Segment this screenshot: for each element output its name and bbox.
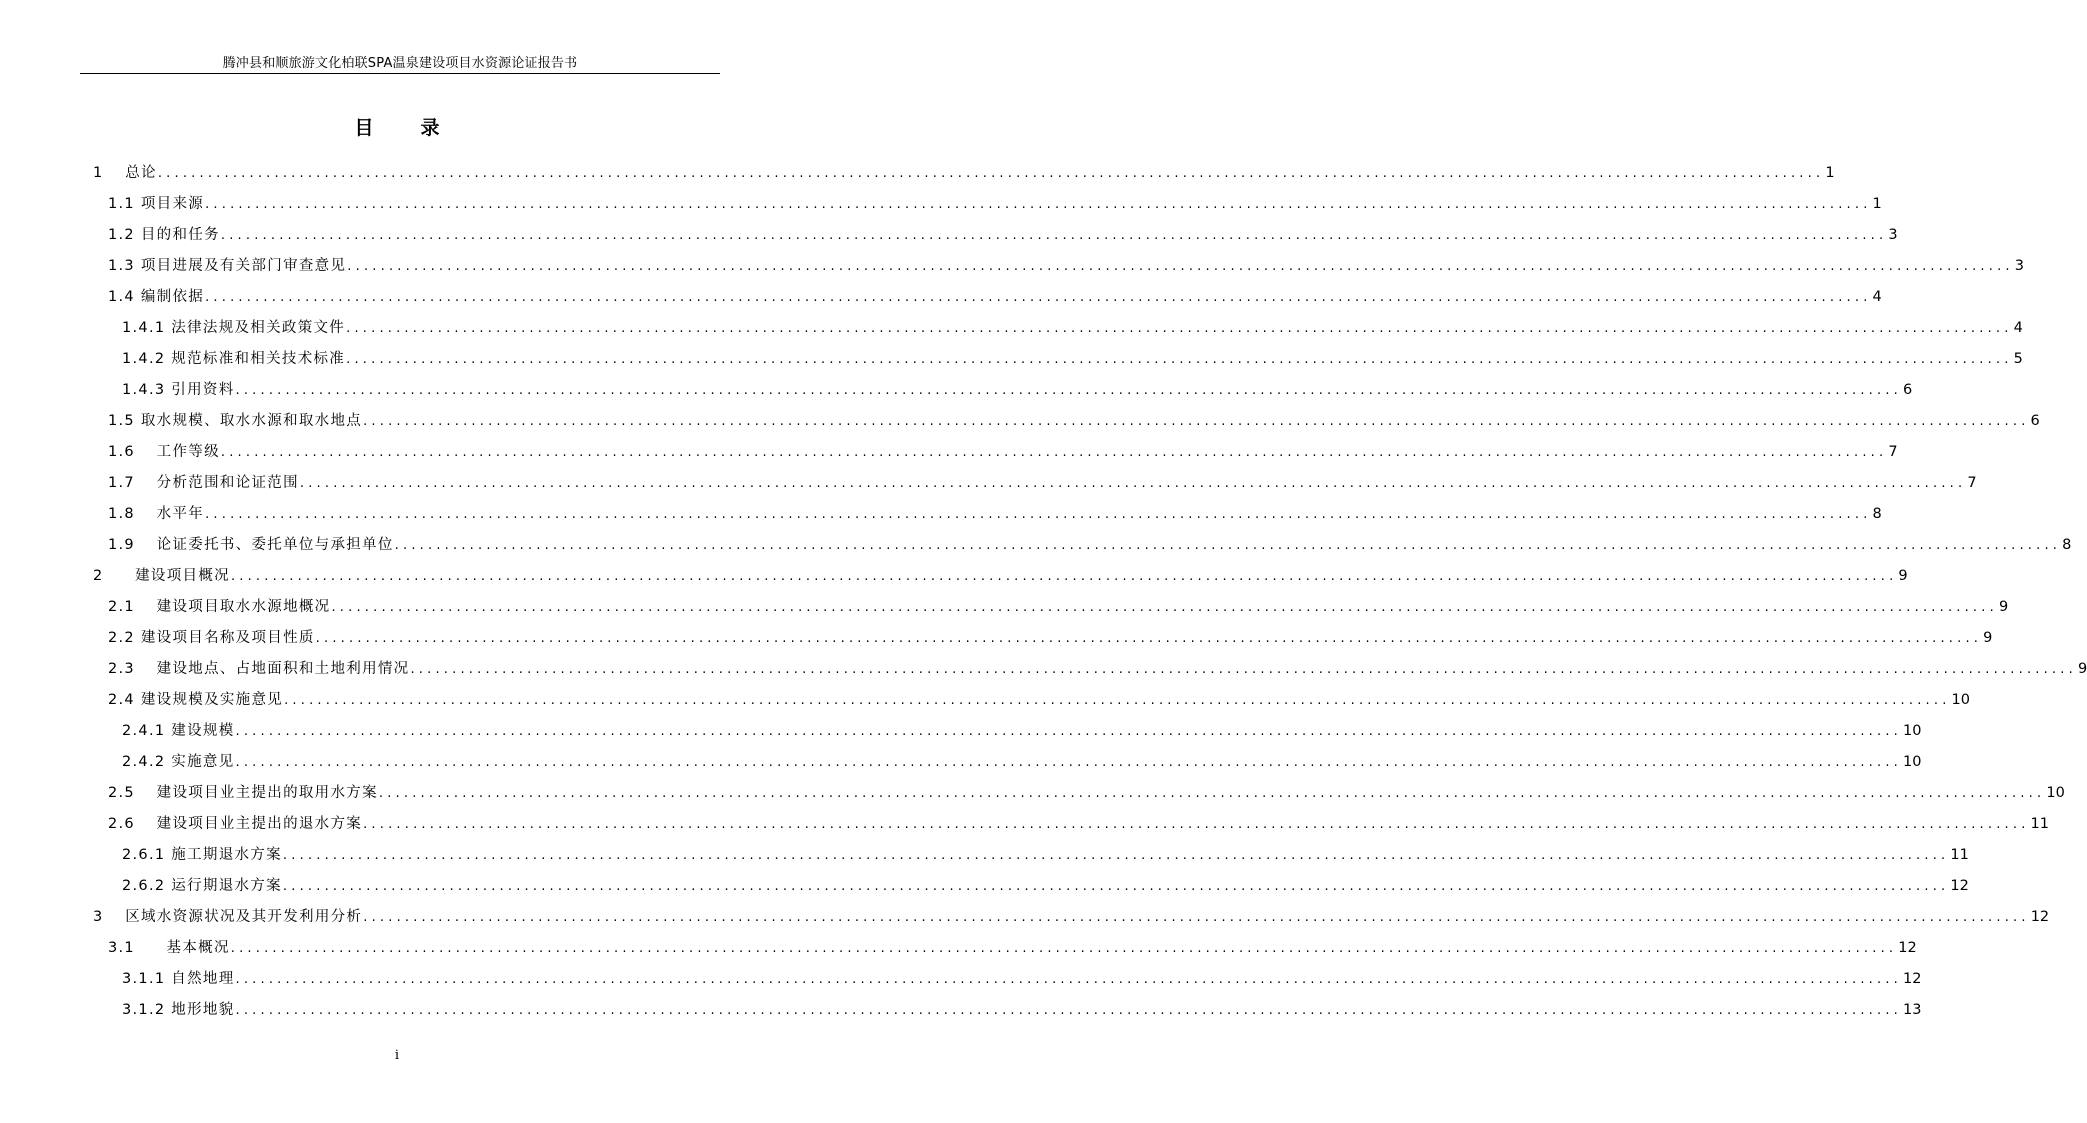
toc-leader-dots: ........................................................................................................................................................................................................ [230, 941, 1898, 956]
toc-entry-title: 1.1 项目来源 [108, 196, 205, 212]
toc-entry-page: 9 [1983, 630, 1993, 646]
toc-entry-title: 2.2 建设项目名称及项目性质 [108, 630, 315, 646]
toc-leader-dots: ........................................................................................................................................................................................................ [205, 290, 1872, 305]
toc-entry-page: 10 [1951, 692, 1970, 708]
toc-entry[interactable] [93, 871, 1969, 902]
toc-entry-page: 1 [1872, 196, 1882, 212]
toc-leader-dots: ........................................................................................................................................................................................................ [235, 1003, 1902, 1018]
toc-leader-dots: ........................................................................................................................................................................................................ [346, 321, 2013, 336]
page-number: i [394, 1048, 400, 1063]
toc-entry-title: 1.6 工作等级 [108, 444, 220, 460]
toc-entry-page: 5 [2013, 351, 2023, 367]
toc-entry-title: 2.6.2 运行期退水方案 [122, 878, 282, 894]
toc-leader-dots: ........................................................................................................................................................................................................ [205, 197, 1872, 212]
toc-entry-title: 2.3 建设地点、占地面积和土地利用情况 [108, 661, 410, 677]
toc-entry-page: 12 [2030, 909, 2050, 925]
toc-entry-page: 10 [1902, 754, 1922, 770]
toc-leader-dots: ........................................................................................................................................................................................................ [363, 910, 2030, 925]
toc-entry-page: 6 [1902, 382, 1913, 398]
toc-entry[interactable] [93, 840, 1969, 871]
toc-entry-title: 2.5 建设项目业主提出的取用水方案 [108, 785, 378, 801]
toc-entry[interactable] [93, 468, 1977, 499]
toc-entry[interactable] [93, 623, 1993, 654]
toc-leader-dots: ........................................................................................................................................................................................................ [347, 259, 2014, 274]
toc-entry-page: 7 [1888, 444, 1898, 460]
toc-leader-dots: ........................................................................................................................................................................................................ [220, 228, 1888, 243]
toc-leader-dots: ........................................................................................................................................................................................................ [235, 724, 1902, 739]
toc-entry-title: 1.4.1 法律法规及相关政策文件 [122, 320, 346, 336]
toc-entry-page: 4 [2013, 320, 2023, 336]
toc-leader-dots: ........................................................................................................................................................................................................ [315, 631, 1983, 646]
toc-entry[interactable] [93, 685, 1970, 716]
toc-entry[interactable] [93, 747, 1922, 778]
toc-entry-page: 12 [1902, 971, 1922, 987]
toc-entry-title: 3.1.1 自然地理 [122, 971, 235, 987]
toc-entry[interactable] [93, 158, 1835, 189]
toc-entry-page: 9 [2077, 661, 2087, 677]
toc-entry[interactable] [93, 778, 2065, 809]
toc-entry[interactable] [93, 406, 2040, 437]
toc-entry-title: 3.1 基本概况 [108, 940, 230, 956]
toc-leader-dots: ........................................................................................................................................................................................................ [299, 476, 1967, 491]
toc-entry-page: 9 [1998, 599, 2009, 615]
toc-entry[interactable] [93, 344, 2023, 375]
toc-entry[interactable] [93, 592, 2009, 623]
toc-entry-title: 1.4.2 规范标准和相关技术标准 [122, 351, 346, 367]
toc-entry[interactable] [93, 530, 2072, 561]
toc-entry-title: 1.4 编制依据 [108, 289, 205, 305]
toc-entry-title: 1 总论 [93, 165, 157, 181]
toc-entry-page: 6 [2030, 413, 2040, 429]
toc-entry-title: 1.5 取水规模、取水水源和取水地点 [108, 413, 363, 429]
toc-entry-title: 1.3 项目进展及有关部门审查意见 [108, 258, 347, 274]
toc-leader-dots: ........................................................................................................................................................................................................ [346, 352, 2013, 367]
toc-leader-dots: ........................................................................................................................................................................................................ [235, 383, 1902, 398]
toc-entry-page: 1 [1825, 165, 1835, 181]
toc-entry-title: 2.4 建设规模及实施意见 [108, 692, 284, 708]
toc-entry-page: 10 [1902, 723, 1922, 739]
toc-leader-dots: ........................................................................................................................................................................................................ [220, 445, 1888, 460]
toc-leader-dots: ........................................................................................................................................................................................................ [157, 166, 1825, 181]
toc-leader-dots: ........................................................................................................................................................................................................ [235, 755, 1902, 770]
toc-entry-title: 1.8 水平年 [108, 506, 205, 522]
toc-entry[interactable] [93, 995, 1922, 1026]
toc-entry-title: 3.1.2 地形地貌 [122, 1002, 235, 1018]
toc-entry-page: 3 [1888, 227, 1898, 243]
toc-entry-title: 2.4.1 建设规模 [122, 723, 235, 739]
toc-entry-title: 2.1 建设项目取水水源地概况 [108, 599, 331, 615]
toc-leader-dots: ........................................................................................................................................................................................................ [284, 693, 1951, 708]
toc-entry[interactable] [93, 716, 1922, 747]
toc-entry[interactable] [93, 375, 1913, 406]
toc-entry-page: 9 [1898, 568, 1908, 584]
toc-entry-page: 3 [2014, 258, 2024, 274]
toc-entry-title: 2.4.2 实施意见 [122, 754, 235, 770]
toc-entry[interactable] [93, 251, 2024, 282]
toc-entry-page: 4 [1872, 289, 1882, 305]
toc-entry[interactable] [93, 933, 1917, 964]
toc-entry[interactable] [93, 561, 1908, 592]
toc-leader-dots: ........................................................................................................................................................................................................ [363, 817, 2030, 832]
toc-entry[interactable] [93, 313, 2023, 344]
toc-leader-dots: ........................................................................................................................................................................................................ [394, 538, 2062, 553]
table-of-contents [93, 158, 2087, 1026]
toc-entry[interactable] [93, 964, 1922, 995]
running-header: 腾冲县和顺旅游文化柏联SPA温泉建设项目水资源论证报告书 [222, 56, 578, 71]
toc-entry-title: 1.2 目的和任务 [108, 227, 220, 243]
toc-entry-title: 2.6 建设项目业主提出的退水方案 [108, 816, 363, 832]
toc-entry-page: 12 [1950, 878, 1969, 894]
toc-entry-page: 12 [1898, 940, 1917, 956]
toc-leader-dots: ........................................................................................................................................................................................................ [282, 848, 1950, 863]
toc-entry-page: 10 [2046, 785, 2065, 801]
toc-leader-dots: ........................................................................................................................................................................................................ [410, 662, 2077, 677]
toc-entry-title: 2 建设项目概况 [93, 568, 230, 584]
toc-entry[interactable] [93, 654, 2087, 685]
toc-leader-dots: ........................................................................................................................................................................................................ [282, 879, 1950, 894]
toc-entry-page: 8 [1872, 506, 1882, 522]
toc-leader-dots: ........................................................................................................................................................................................................ [230, 569, 1898, 584]
toc-entry-page: 13 [1902, 1002, 1922, 1018]
toc-entry-page: 11 [2030, 816, 2049, 832]
toc-entry[interactable] [93, 189, 1882, 220]
toc-leader-dots: ........................................................................................................................................................................................................ [235, 972, 1902, 987]
toc-leader-dots: ........................................................................................................................................................................................................ [331, 600, 1998, 615]
header-divider [80, 73, 720, 74]
toc-entry[interactable] [93, 437, 1898, 468]
toc-entry-page: 8 [2062, 537, 2072, 553]
toc-entry-title: 2.6.1 施工期退水方案 [122, 847, 282, 863]
toc-entry-title: 1.9 论证委托书、委托单位与承担单位 [108, 537, 394, 553]
toc-leader-dots: ........................................................................................................................................................................................................ [378, 786, 2046, 801]
toc-entry[interactable] [93, 902, 2050, 933]
toc-leader-dots: ........................................................................................................................................................................................................ [363, 414, 2030, 429]
toc-entry-title: 1.4.3 引用资料 [122, 382, 235, 398]
toc-entry-page: 11 [1950, 847, 1969, 863]
toc-entry[interactable] [93, 282, 1882, 313]
toc-entry-title: 3 区域水资源状况及其开发利用分析 [93, 909, 363, 925]
toc-entry-page: 7 [1967, 475, 1977, 491]
toc-entry[interactable] [93, 220, 1898, 251]
toc-leader-dots: ........................................................................................................................................................................................................ [205, 507, 1872, 522]
toc-entry[interactable] [93, 499, 1882, 530]
page-title: 目 录 [354, 117, 454, 139]
toc-entry-title: 1.7 分析范围和论证范围 [108, 475, 299, 491]
toc-entry[interactable] [93, 809, 2049, 840]
